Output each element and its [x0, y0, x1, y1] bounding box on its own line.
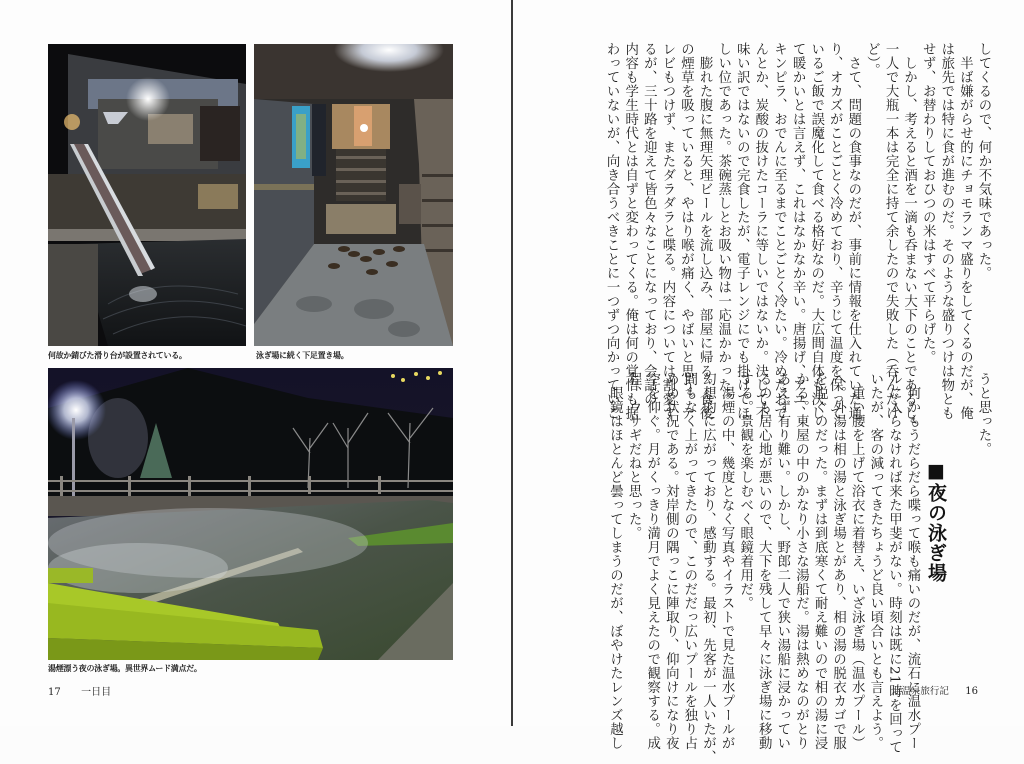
text-column: しかし、考えると酒を一滴も呑まない大下のことであるし、: [901, 42, 917, 434]
text-column: 膨れた腹に無理矢理ビールを流し込み、部屋に帰る。食後: [697, 42, 713, 420]
text-column: せず、お替わりしておひつの米はすべて平らげた。: [920, 42, 936, 364]
text-column: るのも居心地が悪いので、大下を残して早々に泳ぎ場に移動: [756, 372, 772, 750]
right-page: [513, 0, 1024, 764]
text-column: 程、ウサギだねと思った。: [626, 372, 642, 540]
text-column: してくるので、何か不気味であった。: [976, 42, 991, 280]
slide-photo-image: [48, 44, 246, 346]
text-column: めの状況である。対岸側の隅っこに陣取り、仰向けになり夜: [663, 372, 679, 750]
text-column: 幻想的に広がっており、感動する。最初、先客が一人いたが、: [700, 372, 716, 764]
text-column: 味い訳ではないので完食したが、電子レンジにでも掛けてほ: [734, 42, 750, 420]
night-pool-photo-image: [48, 368, 453, 660]
text-column: て暖かいとは言えず、これはなかなか辛い。唐揚げ、アユ、: [790, 42, 806, 420]
text-column: 眼鏡はほとんど曇ってしまうのだが、ぼやけたレンズ越し: [607, 372, 623, 750]
text-column: は旅先では特に食が進むのだ。そのような盛りつけは物とも: [938, 42, 954, 420]
text-column: うと思った。: [976, 372, 991, 456]
photo-shoe-storage: [254, 44, 453, 346]
page-number: 16: [965, 686, 978, 697]
text-column: ルに入らなければ来た甲斐がない。時刻は既に21時を回って: [886, 372, 902, 755]
text-column: ど）。: [864, 42, 880, 78]
text-column: 空を仰ぐ。月がくっきり満月でよく見えたので観察する。成: [644, 372, 660, 750]
left-page: [0, 0, 511, 726]
photo-caption: 湯煙漂う夜の泳ぎ場。異世界ムード満点だ。: [48, 664, 202, 673]
text-column: んとか、炭酸の抜けたコーラに等しいではないか。決して不: [752, 42, 768, 420]
photo-caption: 泳ぎ場に続く下足置き場。: [256, 351, 349, 360]
text-column: いるご飯で誤魔化して食べる格好なのだ。大広間自体も決し: [808, 42, 824, 420]
book-title: 北温泉旅行記: [891, 686, 949, 697]
page-number: 17: [48, 687, 61, 698]
text-column: かる。東屋の中のかなり小さな湯船だ。湯は熱めなのがとり: [793, 372, 809, 750]
photo-night-pool: [48, 368, 453, 660]
text-column: 湯煙の中、幾度となく写真やイラストで見た温水プールが: [719, 372, 735, 750]
text-column: する。景観を楽しむべく眼鏡着用だ。: [737, 372, 753, 610]
text-column: 内容も学生時代とは自ずと変わってくる。俺は何の覚悟も据: [622, 42, 638, 420]
text-column: 間もなく上がってきたので、このだだっ広いプールを独り占: [681, 372, 697, 750]
text-column: さて、問題の食事なのだが、事前に情報を仕入れていた通: [845, 42, 861, 420]
photo-rusty-slide: [48, 44, 246, 346]
section-label: 一日目: [81, 687, 112, 698]
photo-caption: 何故か錆びた滑り台が設置されている。: [48, 351, 187, 360]
text-column: るが、三十路を迎えて皆色々なことになっており、会話の: [641, 42, 657, 406]
text-column: を脱ぐのだった。まずは到底寒くて耐え難いので相の湯に浸: [812, 372, 828, 750]
text-column: しい位であった。茶碗蒸しとお吸い物は一応温かかった。: [715, 42, 731, 406]
text-column: 一人で大瓶一本は完全に持て余したので失敗した（呑んだけ: [883, 42, 899, 420]
shoe-area-photo-image: [254, 44, 453, 346]
text-column: レビもつけず、またダラダラと喋る。内容については割愛す: [659, 42, 675, 420]
text-column: 何かもうだらだら喋って喉も痛いのだが、流石に温水プー: [905, 372, 920, 750]
text-column: り、オカズがことごとく冷めており、辛うじて温度を保って: [827, 42, 843, 420]
text-column: へ。外湯は相の湯と泳ぎ場とがあり、相の湯の脱衣カゴで服: [830, 372, 846, 750]
section-heading: ■夜の泳ぎ場: [925, 460, 947, 583]
page-folio-right: [892, 683, 978, 697]
text-column: 半ば嫌がらせ的にチョモランマ盛りをしてくるのだが、俺: [957, 42, 973, 420]
text-column: 重い腰を上げて浴衣に着替え、いざ泳ぎ場（温水プール）: [849, 372, 865, 750]
text-column: わっていないが、向き合うべきことに一つずつ向かっていこ: [604, 42, 620, 420]
text-column: いたが、客の減ってきたちょうど良い頃合いとも言えよう。: [867, 372, 883, 750]
page-folio-left: [48, 683, 111, 698]
text-column: キンピラ、おでんに至るまでことごとく冷たい。冷めたおで: [771, 42, 787, 420]
text-column: の煙草を吸っていると、やはり喉が痛く、やばいと思う。テ: [678, 42, 694, 420]
body-text-lower-continuation: [973, 372, 992, 682]
text-column: あえず有り難い。しかし、野郎二人で狭い湯船に浸かってい: [774, 372, 790, 750]
